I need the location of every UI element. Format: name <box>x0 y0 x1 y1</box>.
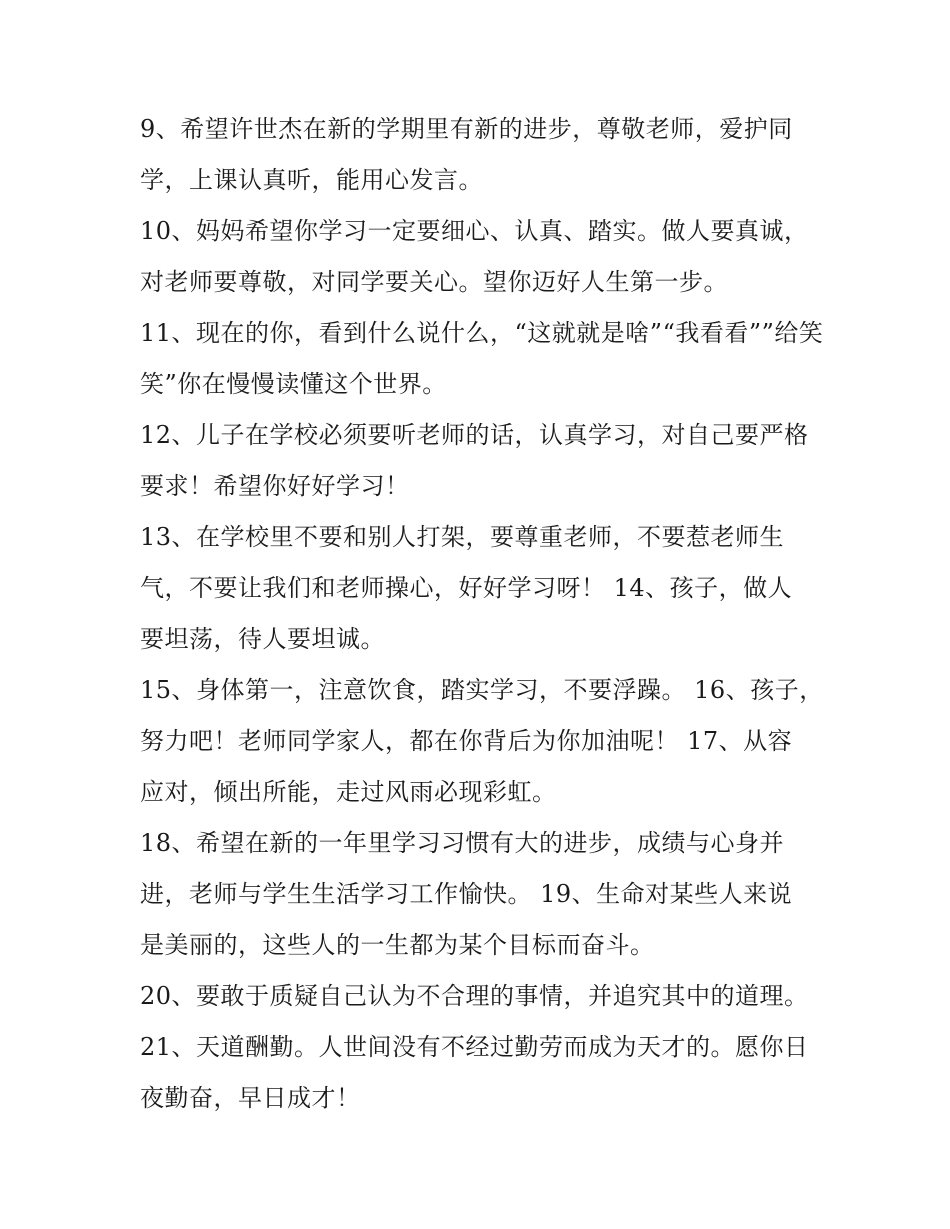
text-line: 12、儿子在学校必须要听老师的话，认真学习，对自己要严格 <box>140 421 809 449</box>
text-line: 15、身体第一，注意饮食，踏实学习，不要浮躁。 16、孩子， <box>140 676 824 704</box>
document-body <box>140 104 824 1124</box>
text-line: 努力吧！老师同学家人，都在你背后为你加油呢！ 17、从容 <box>140 727 793 755</box>
text-line: 笑”你在慢慢读懂这个世界。 <box>140 370 447 398</box>
text-line: 11、现在的你，看到什么说什么，“这就就是啥”“我看看””给笑 <box>140 319 824 347</box>
text-line: 对老师要尊敬，对同学要关心。望你迈好人生第一步。 <box>140 268 728 296</box>
text-line: 是美丽的，这些人的一生都为某个目标而奋斗。 <box>140 931 655 959</box>
text-line: 9、希望许世杰在新的学期里有新的进步，尊敬老师，爱护同 <box>140 115 793 143</box>
text-line: 13、在学校里不要和别人打架，要尊重老师，不要惹老师生 <box>140 523 785 551</box>
text-line: 进，老师与学生生活学习工作愉快。 19、生命对某些人来说 <box>140 880 793 908</box>
text-line: 气，不要让我们和老师操心，好好学习呀！ 14、孩子，做人 <box>140 574 793 602</box>
text-line: 要求！希望你好好学习！ <box>140 472 410 500</box>
text-line: 10、妈妈希望你学习一定要细心、认真、踏实。做人要真诚， <box>140 217 809 245</box>
text-line: 21、天道酬勤。人世间没有不经过勤劳而成为天才的。愿你日 <box>140 1033 809 1061</box>
text-line: 夜勤奋，早日成才！ <box>140 1084 361 1112</box>
text-line: 应对，倾出所能，走过风雨必现彩虹。 <box>140 778 557 806</box>
text-line: 学，上课认真听，能用心发言。 <box>140 166 483 194</box>
text-line: 要坦荡，待人要坦诚。 <box>140 625 385 653</box>
text-line: 18、希望在新的一年里学习习惯有大的进步，成绩与心身并 <box>140 829 785 857</box>
text-line: 20、要敢于质疑自己认为不合理的事情，并追究其中的道理。 <box>140 982 809 1010</box>
